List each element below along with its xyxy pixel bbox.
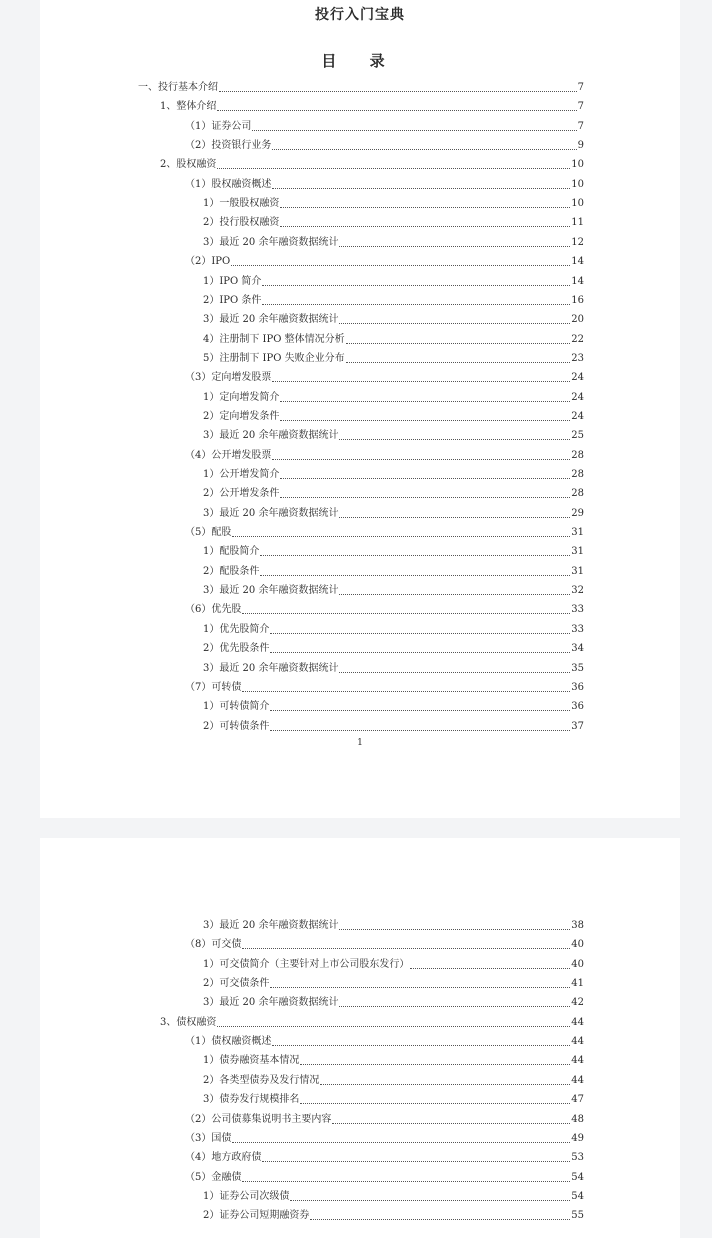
dot-leader	[310, 1219, 570, 1220]
toc-entry-page: 25	[571, 430, 584, 442]
toc-entry-label: （8）可交债	[185, 939, 242, 951]
toc-entry[interactable]	[185, 175, 584, 191]
toc-entry[interactable]	[185, 1110, 584, 1126]
toc-entry[interactable]	[203, 659, 584, 675]
toc-entry-label: 1）债券融资基本情况	[203, 1055, 300, 1067]
dot-leader	[280, 226, 570, 227]
dot-leader	[232, 536, 570, 537]
dot-leader	[280, 207, 570, 208]
toc-entry-label: （1）债权融资概述	[185, 1036, 272, 1048]
toc-entry[interactable]	[203, 993, 584, 1009]
toc-entry-page: 49	[571, 1132, 584, 1144]
toc-entry[interactable]	[185, 523, 584, 539]
toc-entry-page: 44	[571, 1074, 584, 1086]
dot-leader	[262, 1161, 570, 1162]
toc-entry-label: 1）公开增发简介	[203, 469, 280, 480]
dot-leader	[217, 168, 570, 169]
toc-entry-label: 5）注册制下 IPO 失败企业分布	[203, 352, 345, 364]
toc-entry-label: 2、股权融资	[160, 159, 217, 171]
dot-leader	[270, 730, 570, 731]
toc-entry[interactable]	[185, 368, 584, 384]
dot-leader	[242, 1181, 570, 1182]
toc-entry-label: 3）最近 20 余年融资数据统计	[203, 920, 339, 931]
toc-entry[interactable]	[185, 935, 584, 951]
toc-entry-label: 一、投行基本介绍	[138, 82, 218, 93]
toc-entry-page: 28	[571, 469, 584, 480]
toc-entry-page: 24	[571, 372, 584, 384]
dot-leader	[320, 1084, 570, 1085]
dot-leader	[252, 130, 576, 131]
dot-leader	[339, 439, 570, 440]
dot-leader	[339, 517, 570, 518]
toc-entry-label: 1）优先股简介	[203, 623, 270, 635]
toc-entry-page: 14	[571, 256, 584, 268]
dot-leader	[270, 987, 570, 988]
toc-entry-label: 2）可交债条件	[203, 978, 270, 990]
toc-entry-label: 3）最近 20 余年融资数据统计	[203, 662, 339, 674]
dot-leader	[242, 691, 570, 692]
toc-entry-label: （3）定向增发股票	[185, 372, 272, 384]
toc-entry-label: 4）注册制下 IPO 整体情况分析	[203, 333, 345, 345]
dot-leader	[260, 575, 570, 576]
dot-leader	[339, 672, 570, 673]
toc-entry[interactable]	[185, 678, 584, 694]
toc-entry-page: 32	[571, 585, 584, 597]
toc-entry-page: 31	[571, 527, 584, 539]
dot-leader	[280, 478, 570, 479]
toc-entry[interactable]	[185, 1129, 584, 1145]
toc-entry[interactable]	[185, 600, 584, 616]
toc-entry-label: 3）最近 20 余年融资数据统计	[203, 430, 339, 442]
toc-entry-label: 2）投行股权融资	[203, 217, 280, 229]
toc-entry[interactable]	[185, 1168, 584, 1184]
toc-entry[interactable]	[185, 1148, 584, 1164]
toc-entry-page: 28	[571, 449, 584, 461]
toc-entry[interactable]	[185, 1032, 584, 1048]
toc-entry-label: （1）股权融资概述	[185, 178, 272, 190]
dot-leader	[242, 613, 570, 614]
toc-entry-page: 47	[571, 1094, 584, 1106]
dot-leader	[272, 149, 576, 150]
toc-entry[interactable]	[203, 581, 584, 597]
toc-entry-page: 7	[577, 101, 584, 113]
toc-heading: 目 录	[321, 52, 399, 70]
toc-entry[interactable]	[203, 916, 584, 932]
toc-entry-label: 1）一般股权融资	[203, 198, 280, 210]
toc-entry-page: 44	[571, 1036, 584, 1048]
toc-entry[interactable]	[203, 349, 584, 365]
dot-leader	[260, 555, 570, 556]
dot-leader	[339, 246, 570, 247]
document-title: 投行入门宝典	[315, 7, 405, 23]
toc-entry-page: 41	[571, 978, 584, 990]
toc-entry[interactable]	[203, 717, 584, 733]
toc-entry[interactable]	[203, 639, 584, 655]
toc-entry[interactable]	[203, 484, 584, 500]
toc-entry-label: 3）最近 20 余年融资数据统计	[203, 314, 339, 326]
toc-entry-label: 2）公开增发条件	[203, 488, 280, 500]
dot-leader	[217, 110, 576, 111]
toc-entry[interactable]	[185, 446, 584, 462]
toc-entry-page: 31	[571, 565, 584, 577]
toc-entry-page: 7	[577, 120, 584, 132]
toc-entry-page: 23	[571, 352, 584, 364]
dot-leader	[300, 1103, 570, 1104]
toc-entry-label: （2）IPO	[185, 256, 231, 268]
dot-leader	[300, 1064, 570, 1065]
toc-entry-page: 44	[571, 1055, 584, 1067]
toc-entry-label: 3）最近 20 余年融资数据统计	[203, 997, 339, 1009]
toc-entry-page: 36	[571, 701, 584, 713]
toc-entry-page: 16	[571, 294, 584, 306]
toc-entry[interactable]	[203, 388, 584, 404]
document-page-1	[40, 0, 680, 818]
dot-leader	[219, 91, 577, 92]
toc-entry[interactable]	[203, 465, 584, 481]
toc-entry-page: 31	[571, 546, 584, 558]
toc-entry-page: 34	[571, 643, 584, 655]
toc-entry[interactable]	[203, 426, 584, 442]
toc-entry-label: 2）IPO 条件	[203, 294, 262, 306]
toc-entry[interactable]	[203, 974, 584, 990]
toc-entry[interactable]	[203, 1051, 584, 1067]
dot-leader	[262, 285, 570, 286]
toc-entry-label: 1）证券公司次级债	[203, 1190, 290, 1202]
toc-entry-label: 1）可转债简介	[203, 701, 270, 713]
dot-leader	[217, 1026, 570, 1027]
toc-entry[interactable]	[160, 1013, 584, 1029]
toc-entry-page: 12	[571, 236, 584, 248]
toc-entry[interactable]	[203, 1090, 584, 1106]
toc-entry-page: 29	[571, 507, 584, 519]
toc-entry-label: 3）最近 20 余年融资数据统计	[203, 507, 339, 519]
dot-leader	[270, 652, 570, 653]
toc-entry-page: 53	[571, 1152, 584, 1164]
dot-leader	[272, 188, 570, 189]
dot-leader	[339, 929, 570, 930]
toc-entry-label: 1、整体介绍	[160, 101, 217, 113]
toc-entry-label: （2）投资银行业务	[185, 140, 272, 152]
toc-entry-label: 2）定向增发条件	[203, 410, 280, 422]
toc-entry[interactable]	[203, 194, 584, 210]
toc-entry[interactable]	[203, 1187, 584, 1203]
toc-entry-label: 2）可转债条件	[203, 720, 270, 732]
dot-leader	[339, 1006, 570, 1007]
toc-entry[interactable]	[203, 542, 584, 558]
dot-leader	[272, 381, 570, 382]
toc-entry[interactable]	[160, 155, 584, 171]
dot-leader	[231, 265, 570, 266]
toc-entry-label: （4）公开增发股票	[185, 449, 272, 461]
toc-entry[interactable]	[185, 117, 584, 133]
dot-leader	[272, 1045, 570, 1046]
toc-entry-label: （4）地方政府债	[185, 1152, 262, 1164]
toc-entry[interactable]	[203, 272, 584, 288]
toc-entry-label: （5）金融债	[185, 1171, 242, 1183]
toc-entry[interactable]	[203, 1071, 584, 1087]
toc-entry-page: 10	[571, 159, 584, 171]
toc-entry[interactable]	[203, 562, 584, 578]
toc-entry[interactable]	[203, 407, 584, 423]
toc-entry-page: 54	[571, 1190, 584, 1202]
toc-entry-label: （1）证券公司	[185, 120, 252, 132]
toc-entry-page: 11	[571, 217, 584, 229]
toc-entry-page: 38	[571, 920, 584, 931]
toc-entry[interactable]	[138, 78, 584, 94]
toc-entry-page: 37	[571, 720, 584, 732]
dot-leader	[270, 710, 570, 711]
toc-entry-label: （7）可转债	[185, 681, 242, 693]
toc-entry-page: 10	[571, 198, 584, 210]
dot-leader	[262, 304, 570, 305]
page-number: 1	[357, 738, 363, 748]
toc-entry[interactable]	[203, 620, 584, 636]
toc-entry-label: （2）公司债募集说明书主要内容	[185, 1113, 332, 1125]
toc-entry[interactable]	[203, 291, 584, 307]
toc-entry[interactable]	[203, 233, 584, 249]
toc-entry[interactable]	[185, 252, 584, 268]
toc-entry[interactable]	[203, 955, 584, 971]
toc-entry-page: 9	[577, 140, 584, 152]
toc-entry-page: 10	[571, 178, 584, 190]
toc-entry-page: 24	[571, 391, 584, 403]
toc-entry[interactable]	[160, 97, 584, 113]
dot-leader	[290, 1200, 570, 1201]
toc-entry-page: 42	[571, 997, 584, 1009]
toc-entry[interactable]	[203, 330, 584, 346]
dot-leader	[346, 362, 571, 363]
toc-entry-label: （5）配股	[185, 527, 232, 539]
dot-leader	[280, 401, 570, 402]
dot-leader	[272, 459, 570, 460]
dot-leader	[280, 420, 570, 421]
dot-leader	[270, 633, 570, 634]
dot-leader	[242, 948, 570, 949]
toc-entry-page: 33	[571, 604, 584, 616]
toc-entry-label: （3）国债	[185, 1132, 232, 1144]
toc-entry-page: 55	[571, 1210, 584, 1222]
dot-leader	[232, 1142, 570, 1143]
toc-entry-page: 33	[571, 623, 584, 635]
toc-entry-label: 3、债权融资	[160, 1016, 217, 1028]
toc-entry[interactable]	[203, 697, 584, 713]
toc-entry[interactable]	[203, 310, 584, 326]
toc-entry-label: 2）优先股条件	[203, 643, 270, 655]
toc-entry-label: 2）配股条件	[203, 565, 260, 577]
toc-entry-page: 7	[577, 82, 584, 93]
toc-entry-page: 35	[571, 662, 584, 674]
toc-entry-label: 3）债券发行规模排名	[203, 1094, 300, 1106]
toc-entry-page: 36	[571, 681, 584, 693]
toc-entry-label: （6）优先股	[185, 604, 242, 616]
toc-entry[interactable]	[203, 1206, 584, 1222]
toc-entry-page: 44	[571, 1016, 584, 1028]
toc-entry-label: 1）定向增发简介	[203, 391, 280, 403]
dot-leader	[332, 1123, 570, 1124]
toc-entry[interactable]	[185, 136, 584, 152]
toc-entry[interactable]	[203, 504, 584, 520]
toc-entry-label: 3）最近 20 余年融资数据统计	[203, 585, 339, 597]
dot-leader	[339, 323, 570, 324]
toc-entry-page: 14	[571, 275, 584, 287]
toc-entry-page: 48	[571, 1113, 584, 1125]
toc-entry-label: 1）配股简介	[203, 546, 260, 558]
toc-entry-label: 3）最近 20 余年融资数据统计	[203, 236, 339, 248]
dot-leader	[346, 343, 571, 344]
toc-entry-page: 24	[571, 410, 584, 422]
toc-entry-page: 54	[571, 1171, 584, 1183]
toc-entry-label: 1）IPO 简介	[203, 275, 262, 287]
toc-entry[interactable]	[203, 213, 584, 229]
toc-entry-page: 20	[571, 314, 584, 326]
dot-leader	[280, 497, 570, 498]
toc-entry-label: 1）可交债简介（主要针对上市公司股东发行）	[203, 958, 410, 970]
toc-entry-page: 28	[571, 488, 584, 500]
toc-entry-label: 2）证券公司短期融资券	[203, 1210, 310, 1222]
toc-entry-page: 40	[571, 939, 584, 951]
document-page-2	[40, 838, 680, 1238]
toc-entry-page: 22	[571, 333, 584, 345]
dot-leader	[339, 594, 570, 595]
dot-leader	[410, 968, 570, 969]
toc-entry-label: 2）各类型债券及发行情况	[203, 1074, 320, 1086]
toc-entry-page: 40	[571, 958, 584, 970]
